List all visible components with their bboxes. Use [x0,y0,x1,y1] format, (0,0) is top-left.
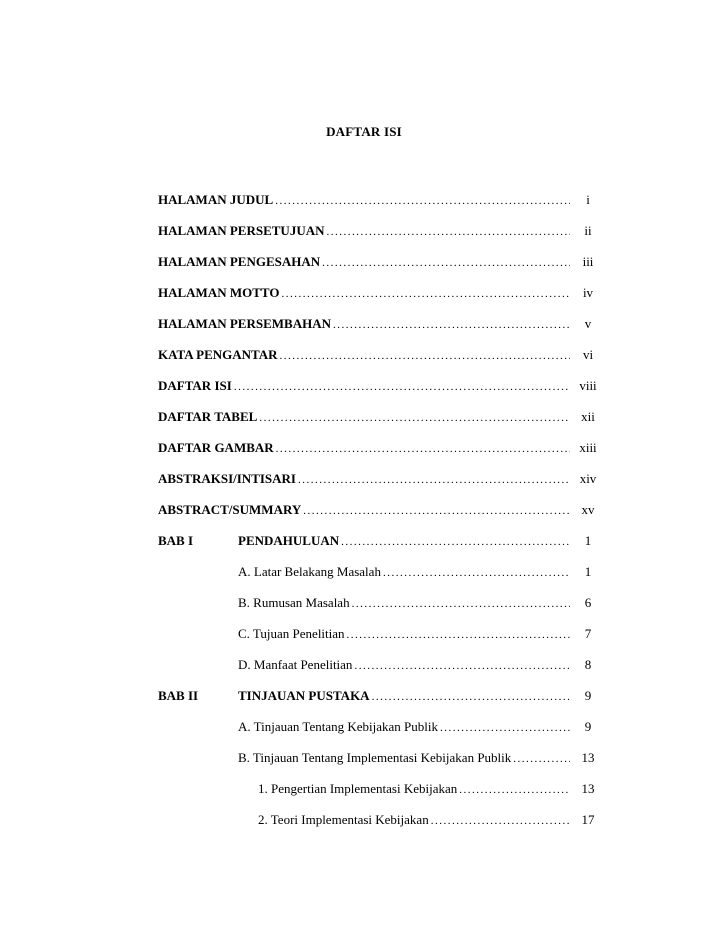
toc-entry [158,804,606,835]
toc-entry-text [258,781,570,797]
page-number: iv [582,284,594,300]
page-number: vi [582,346,594,362]
page-number: 1 [584,532,592,548]
toc-entry-text [158,285,570,301]
toc-entry-label: HALAMAN PENGESAHAN [158,253,321,269]
dot-leader [276,443,570,455]
toc-entry-label: DAFTAR ISI [158,377,232,393]
toc-entry-text [238,719,570,735]
toc-entry-label: HALAMAN PERSETUJUAN [158,222,325,238]
page-number: xii [581,408,595,424]
page-number: xiii [579,439,597,455]
toc-entry [158,742,606,773]
page-number: 7 [584,625,592,641]
page-number: viii [579,377,597,393]
page-number: ii [584,222,592,238]
toc-entry-text [158,192,570,208]
toc-entry-label: A. Latar Belakang Masalah [238,563,381,579]
toc-entry-label: C. Tujuan Penelitian [238,625,345,641]
page-number: 6 [584,594,592,610]
toc-entry-text [238,750,570,766]
toc-entry [158,432,606,463]
toc-entry-text [158,347,570,363]
toc-entry-text [238,564,570,580]
toc-entry-text [158,223,570,239]
toc-entry [158,308,606,339]
toc-entry-label: HALAMAN MOTTO [158,284,280,300]
toc-entry [158,370,606,401]
toc-entry [158,246,606,277]
toc-entry [158,587,606,618]
page-title: DAFTAR ISI [326,124,402,139]
toc-entry [158,680,606,711]
dot-leader [275,195,570,207]
page-number: xiv [579,470,597,486]
toc-entry [158,277,606,308]
toc-entry-text [238,688,570,704]
page-number: 9 [584,687,592,703]
toc-entry-text [238,595,570,611]
table-of-contents [158,184,606,835]
dot-leader [352,598,570,610]
dot-leader [372,691,570,703]
toc-entry-label: DAFTAR GAMBAR [158,439,274,455]
toc-entry [158,184,606,215]
page-number: i [586,191,590,207]
toc-entry-label: HALAMAN PERSEMBAHAN [158,315,331,331]
toc-entry-label: ABSTRAKSI/INTISARI [158,470,296,486]
dot-leader [234,381,570,393]
dot-leader [303,505,570,517]
dot-leader [383,567,570,579]
toc-entry-label: DAFTAR TABEL [158,408,258,424]
page-number: iii [582,253,594,269]
toc-entry-label: PENDAHULUAN [238,532,340,548]
toc-entry [158,494,606,525]
toc-entry-text [158,409,570,425]
dot-leader [298,474,570,486]
dot-leader [280,350,570,362]
dot-leader [459,784,570,796]
toc-entry-text [238,657,570,673]
toc-entry [158,463,606,494]
toc-entry-label: HALAMAN JUDUL [158,191,274,207]
toc-entry [158,711,606,742]
page-number: 13 [581,749,595,765]
dot-leader [341,536,570,548]
toc-entry [158,773,606,804]
page-number: 1 [584,563,592,579]
toc-entry-label: D. Manfaat Penelitian [238,656,353,672]
toc-entry-text [158,316,570,332]
toc-entry-text [158,440,570,456]
dot-leader [431,815,570,827]
page-number: 17 [581,811,595,827]
toc-entry [158,401,606,432]
toc-entry-label: A. Tinjauan Tentang Kebijakan Publik [238,718,438,734]
toc-entry-text [158,254,570,270]
toc-entry [158,618,606,649]
toc-entry-text [158,502,570,518]
dot-leader [513,753,570,765]
toc-entry-label: 1. Pengertian Implementasi Kebijakan [258,780,458,796]
dot-leader [347,629,570,641]
chapter-number: BAB I [158,532,194,548]
toc-entry-text [158,378,570,394]
page-number: 13 [581,780,595,796]
toc-entry-label: TINJAUAN PUSTAKA [238,687,370,703]
page-number: xv [581,501,595,517]
toc-entry-label: ABSTRACT/SUMMARY [158,501,302,517]
page-number: 9 [584,718,592,734]
toc-entry-text [258,812,570,828]
toc-entry-label: B. Tinjauan Tentang Implementasi Kebijakan Publik [238,749,512,765]
toc-entry-text [238,533,570,549]
toc-entry [158,339,606,370]
chapter-number: BAB II [158,687,199,703]
toc-entry [158,525,606,556]
toc-entry-label: 2. Teori Implementasi Kebijakan [258,811,429,827]
dot-leader [281,288,570,300]
dot-leader [333,319,570,331]
page-number: v [584,315,592,331]
page-number: 8 [584,656,592,672]
toc-entry [158,556,606,587]
toc-entry-label: B. Rumusan Masalah [238,594,350,610]
toc-entry-label: KATA PENGANTAR [158,346,278,362]
toc-entry-text [158,471,570,487]
toc-entry [158,215,606,246]
toc-entry-text [238,626,570,642]
dot-leader [322,257,570,269]
dot-leader [354,660,570,672]
dot-leader [259,412,570,424]
dot-leader [440,722,570,734]
dot-leader [326,226,570,238]
toc-entry [158,649,606,680]
